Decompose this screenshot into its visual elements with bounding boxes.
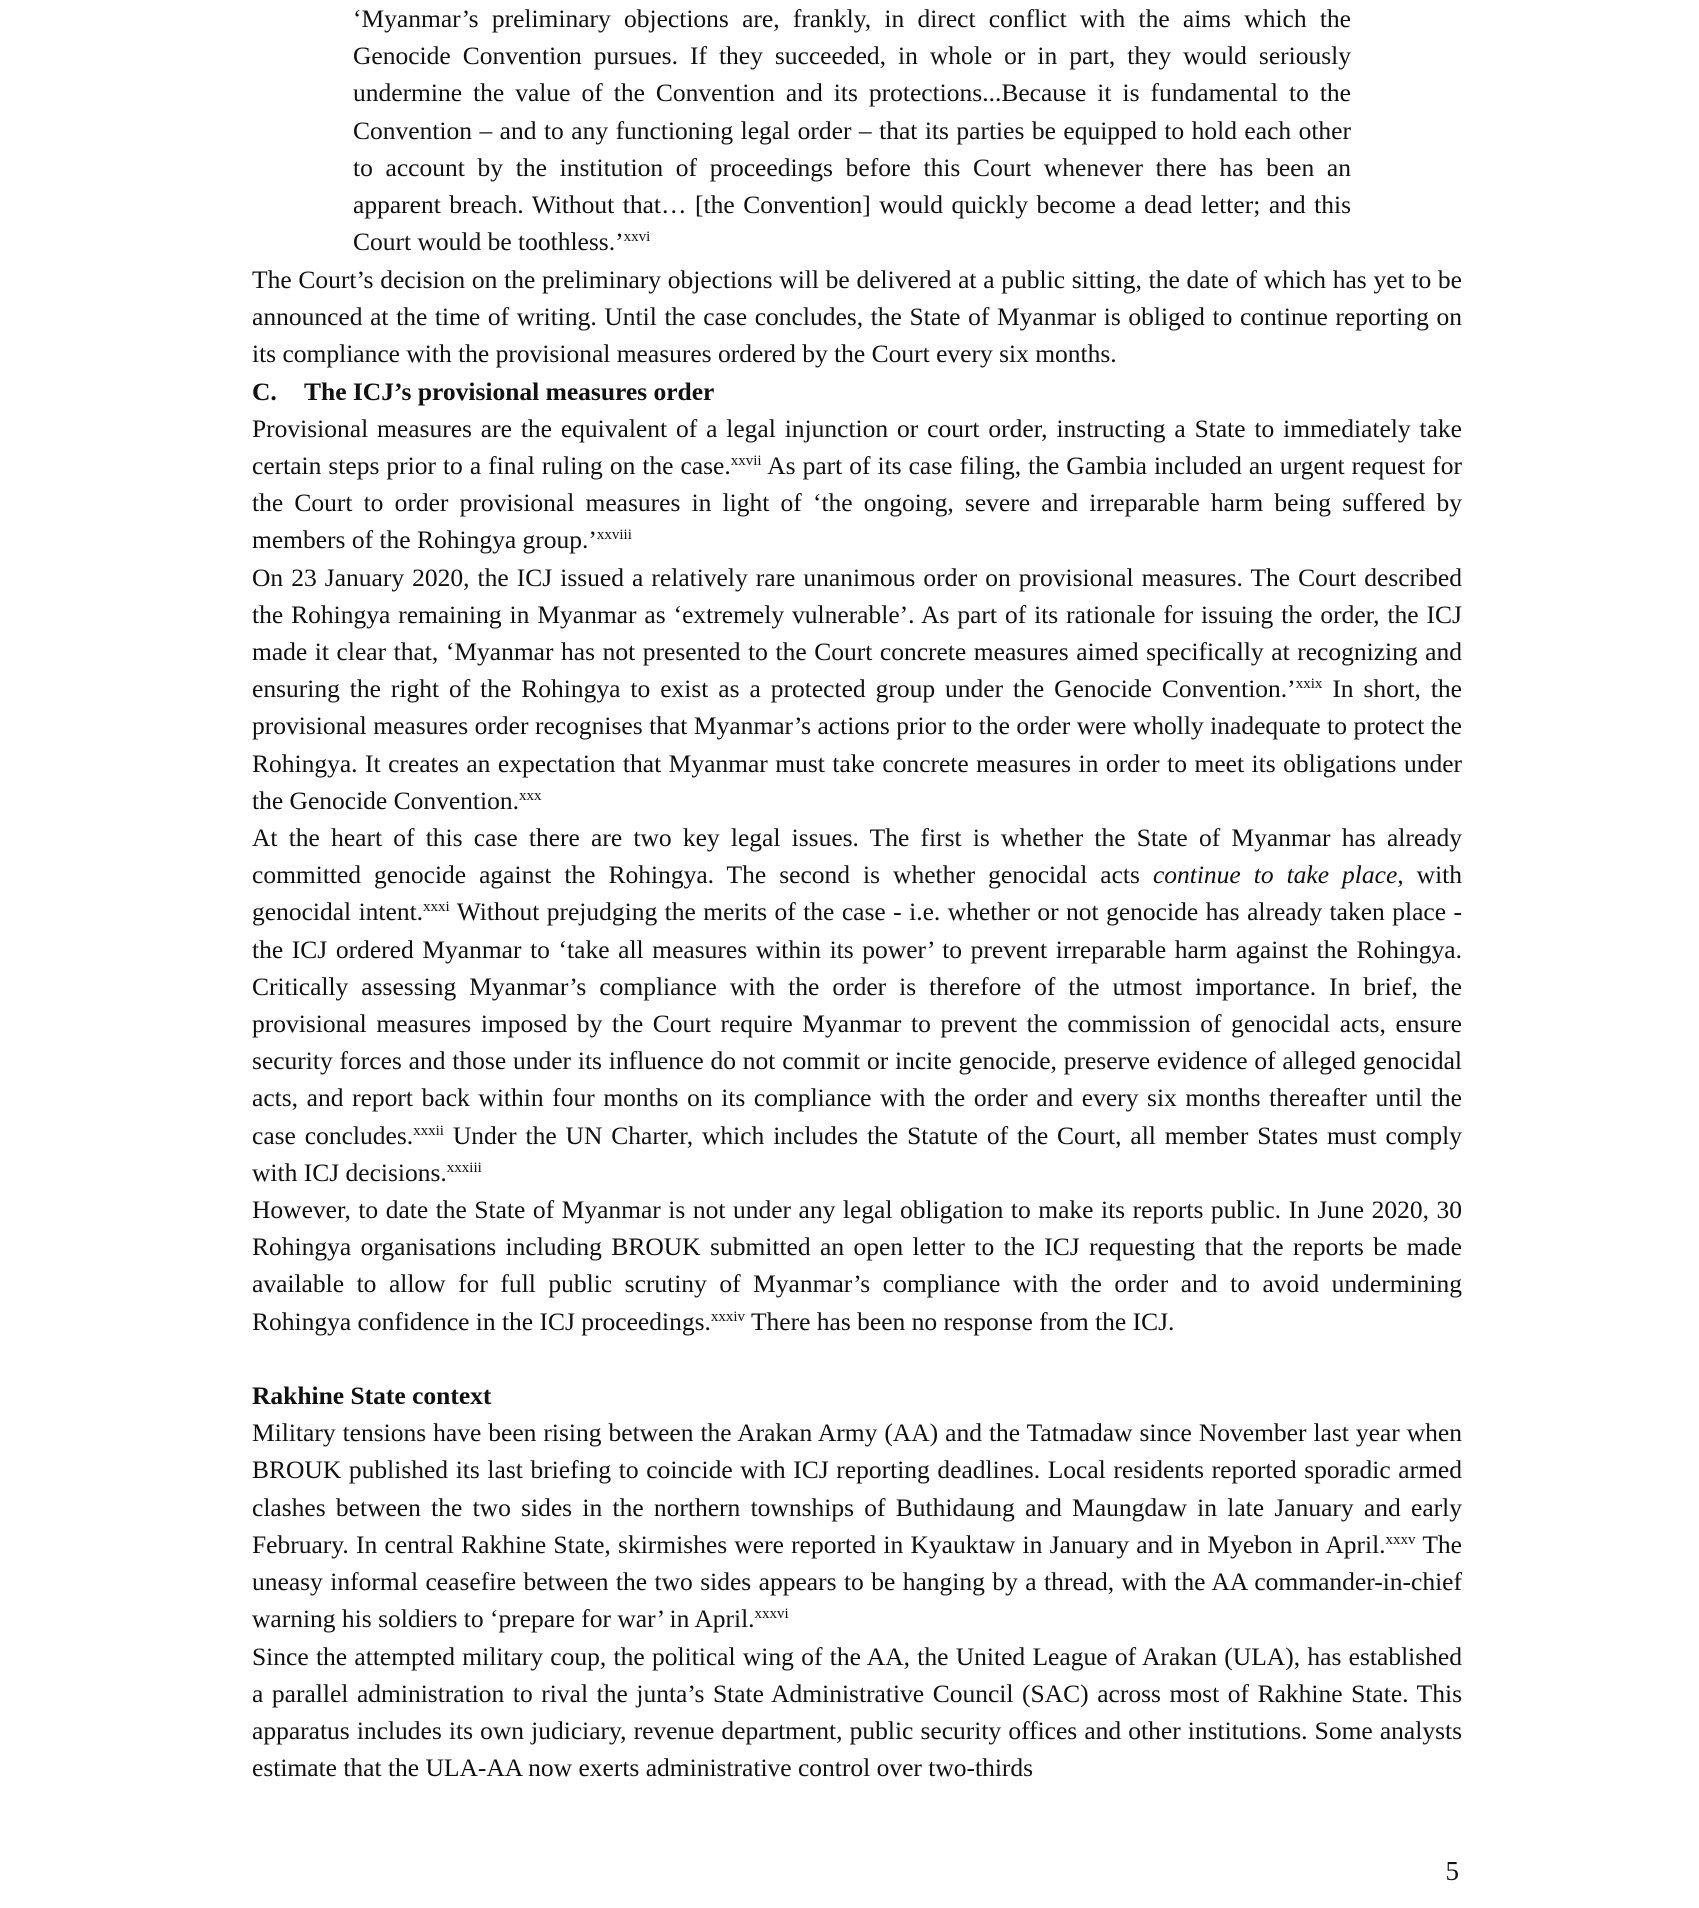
section-heading-rakhine [252,1377,1462,1414]
block-quote [353,0,1351,260]
paragraph-text: On 23 January 2020, the ICJ issued a relatively rare unanimous order on provisional measures. The Court described the Rohingya remaining in Myanmar as ‘extremely vulnerable’. As part of its rationale for issuing the order, the ICJ made it clear that, ‘Myanmar has not presented to the Court concrete measures aimed specifically at recognizing and ensuring the right of the Rohingya to exist as a protected group under the Genocide Convention.’ [252,562,1462,704]
section-title: Rakhine State context [252,1381,492,1411]
section-heading-c [252,373,1462,410]
paragraph [252,559,1462,819]
paragraph-text: Under the UN Charter, which includes the Statute of the Court, all member States must comply with ICJ decisions. [252,1120,1463,1187]
page-number: 5 [1445,1856,1459,1886]
body-text [252,261,1462,1786]
endnote-ref[interactable]: xxviii [596,527,632,544]
section-title: The ICJ’s provisional measures order [304,376,715,406]
endnote-ref[interactable]: xxvii [730,453,762,470]
paragraph [252,1191,1462,1340]
endnote-ref[interactable]: xxix [1295,676,1323,693]
paragraph-text: Without prejudging the merits of the case - i.e. whether or not genocide has already taken place - the ICJ ordered Myanmar to ‘take all measures within its power’ to prevent irreparable harm against the Rohingya. Critically assessing Myanmar’s compliance with the order is therefore of the utmost importance. In brief, the provisional measures imposed by the Court require Myanmar to prevent the commission of genocidal acts, ensure security forces and those under its influence do not commit or incite genocide, preserve evidence of alleged genocidal acts, and report back within four months on its compliance with the order and every six months thereafter until the case concludes. [252,897,1462,1150]
endnote-ref[interactable]: xxxii [413,1122,444,1139]
endnote-ref[interactable]: xxxv [1385,1531,1416,1548]
paragraph-text: Military tensions have been rising between the Arakan Army (AA) and the Tatmadaw since November last year when BROUK published its last briefing to coincide with ICJ reporting deadlines. Local residents reported sporadic armed clashes between the two sides in the northern townships of Buthidaung and Maungdaw in late January and early February. In central Rakhine State, skirmishes were reported in Kyauktaw in January and in Myebon in April. [252,1418,1462,1559]
paragraph-text: As part of its case filing, the Gambia included an urgent request for the Court to order provisional measures in light of ‘the ongoing, severe and irreparable harm being suffered by members of the Rohingya group.’ [252,451,1462,555]
paragraph-text: However, to date the State of Myanmar is not under any legal obligation to make its reports public. In June 2020, 30 Rohingya organisations including BROUK submitted an open letter to the ICJ requesting that the reports be made available to allow for full public scrutiny of Myanmar’s compliance with the order and to avoid undermining Rohingya confidence in the ICJ proceedings. [252,1195,1462,1336]
paragraph-text: There has been no response from the ICJ. [745,1306,1175,1336]
endnote-ref[interactable]: xxxi [423,899,450,916]
emphasis-text: continue to take place [1152,860,1398,890]
paragraph-text: Provisional measures are the equivalent of a legal injunction or court order, instructing a State to immediately take certain steps prior to a final ruling on the case. [252,413,1462,481]
paragraph-text: In short, the provisional measures order recognises that Myanmar’s actions prior to the order were wholly inadequate to protect the Rohingya. It creates an expectation that Myanmar must take concrete measures in order to meet its obligations under the Genocide Convention. [252,674,1462,815]
paragraph-text: Since the attempted military coup, the political wing of the AA, the United League of Arakan (ULA), has established a parallel administration to rival the junta’s State Administrative Council (SAC) across most of Rakhine State. This apparatus includes its own judiciary, revenue department, public security offices and other institutions. Some analysts estimate that the ULA-AA now exerts administrative control over two-thirds [252,1641,1462,1783]
endnote-ref[interactable]: xxvi [623,229,651,246]
paragraph-text: The uneasy informal ceasefire between the two sides appears to be hanging by a thread, with the AA commander-in-chief warning his soldiers to ‘prepare for war’ in April. [252,1529,1462,1634]
paragraph [252,410,1462,559]
endnote-ref[interactable]: xxx [518,787,542,804]
paragraph [252,261,1462,373]
endnote-ref[interactable]: xxxvi [754,1606,789,1623]
paragraph [252,819,1462,1191]
blank-line [252,1340,1462,1377]
paragraph-text: At the heart of this case there are two key legal issues. The first is whether the State of Myanmar has already committed genocide against the Rohingya. The second is whether genocidal acts [252,823,1462,890]
paragraph-text: , with genocidal intent. [252,860,1462,927]
section-number: C. [252,376,277,406]
quote-text: ‘Myanmar’s preliminary objections are, frankly, in direct conflict with the aims which the Genocide Convention pursues. If they succeeded, in whole or in part, they would seriously undermine the value of the Convention and its protections...Because it is fundamental to the Convention – and to any functioning legal order – that its parties be equipped to hold each other to account by the institution of proceedings before this Court whenever there has been an apparent breach. Without that… [the Convention] would quickly become a dead letter; and this Court would be toothless.’ [353,4,1351,257]
endnote-ref[interactable]: xxxiii [446,1159,482,1176]
paragraph [252,1638,1462,1787]
paragraph [252,1414,1462,1637]
paragraph-text: The Court’s decision on the preliminary objections will be delivered at a public sitting, the date of which has yet to be announced at the time of writing. Until the case concludes, the State of Myanmar is obliged to continue reporting on its compliance with the provisional measures ordered by the Court every six months. [252,265,1462,369]
endnote-ref[interactable]: xxxiv [710,1308,746,1325]
